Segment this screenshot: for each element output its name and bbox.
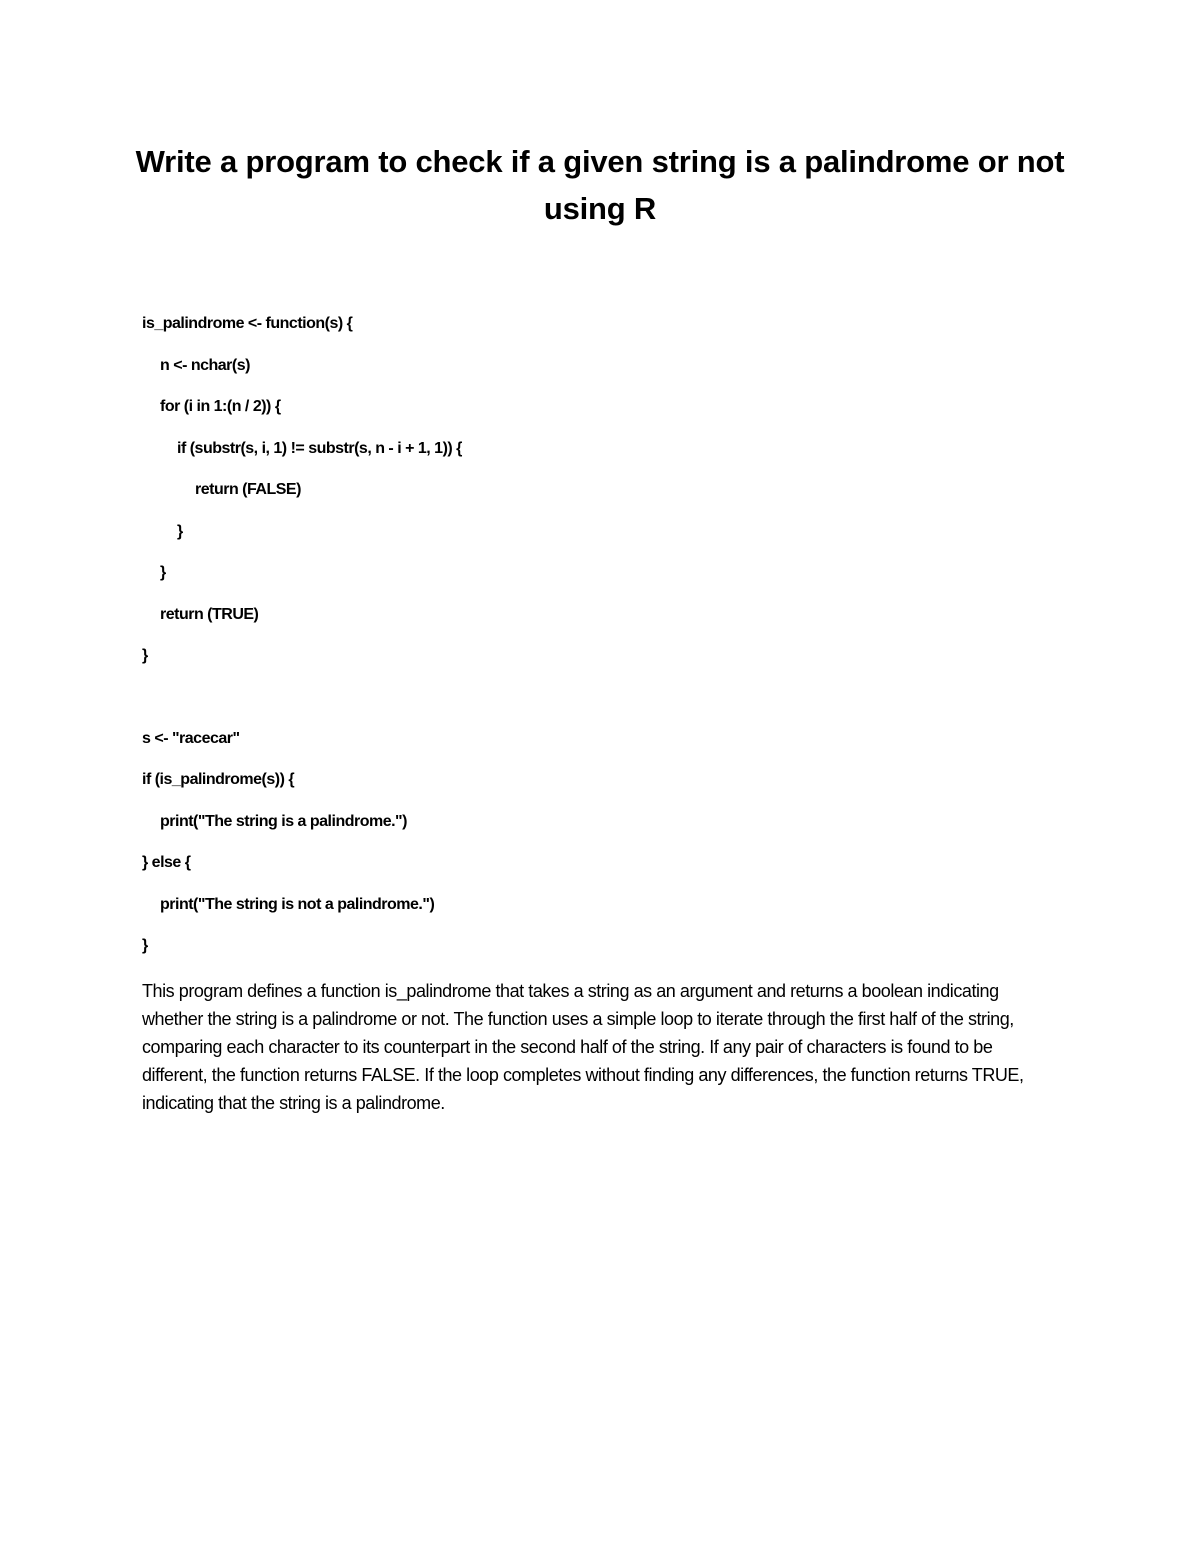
document-title: Write a program to check if a given string is a palindrome or not using R [135, 144, 1065, 226]
code-line-9: } [142, 647, 148, 664]
code-line-8: return (TRUE) [160, 606, 259, 623]
description-paragraph: This program defines a function is_palindrome that takes a string as an argument and returns a boolean indicating whether the string is a palindrome or not. The function uses a simple loop to iterate through the first half of the string, comparing each character to its counterpart in the second half of the string. If any pair of characters is found to be different, the function returns FALSE. If the loop completes without finding any differences, the function returns TRUE, indicating that the string is a palindrome. [142, 981, 1024, 1113]
code-line-7: } [160, 564, 166, 581]
code-line-12: print("The string is a palindrome.") [160, 813, 407, 830]
code-line-10: s <- "racecar" [142, 730, 240, 747]
code-line-5: return (FALSE) [195, 481, 301, 498]
code-line-13: } else { [142, 854, 191, 871]
code-line-14: print("The string is not a palindrome.") [160, 896, 435, 913]
code-line-2: n <- nchar(s) [160, 357, 250, 374]
code-line-11: if (is_palindrome(s)) { [142, 771, 295, 788]
code-line-3: for (i in 1:(n / 2)) { [160, 398, 281, 415]
code-line-6: } [177, 523, 183, 540]
code-line-15: } [142, 937, 148, 954]
code-line-1: is_palindrome <- function(s) { [142, 315, 353, 332]
code-line-4: if (substr(s, i, 1) != substr(s, n - i + 1, 1)) { [177, 440, 462, 457]
